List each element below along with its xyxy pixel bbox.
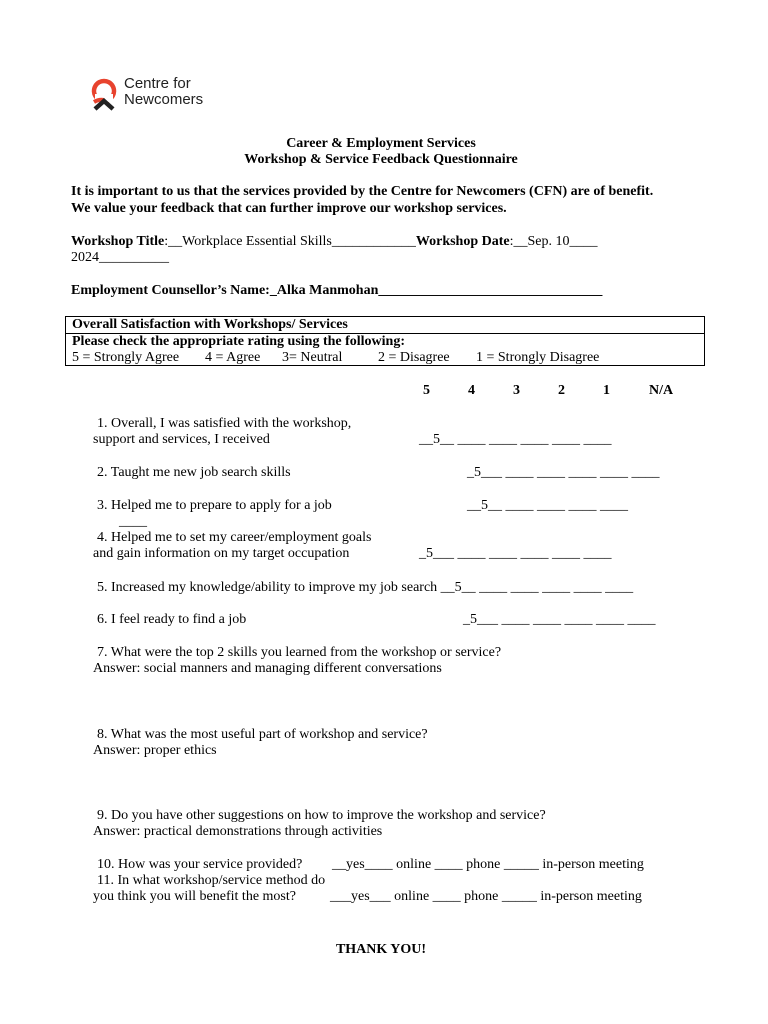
scale-1: 1 = Strongly Disagree (476, 350, 600, 365)
question-1-rating[interactable]: __5__ ____ ____ ____ ____ ____ (419, 432, 612, 447)
question-2-text: 2. Taught me new job search skills (97, 465, 291, 480)
question-11-text-cont: you think you will benefit the most? (93, 889, 296, 904)
column-2: 2 (558, 383, 565, 398)
question-7-text: 7. What were the top 2 skills you learned from the workshop or service? (97, 645, 502, 660)
rating-box-instruction: Please check the appropriate rating using the following: (72, 334, 406, 349)
scale-3: 3= Neutral (282, 350, 343, 365)
rating-box-heading: Overall Satisfaction with Workshops/ Services (72, 317, 348, 332)
cfn-logo-icon (90, 78, 118, 112)
question-2-rating[interactable]: _5___ ____ ____ ____ ____ ____ (467, 465, 660, 480)
question-11-text: 11. In what workshop/service method do (97, 873, 326, 888)
scale-4: 4 = Agree (205, 350, 261, 365)
column-4: 4 (468, 383, 475, 398)
question-5-text[interactable]: 5. Increased my knowledge/ability to improve my job search __5__ ____ ____ ____ ____ ____ (97, 580, 634, 595)
workshop-date-year[interactable]: 2024__________ (71, 250, 169, 265)
column-5: 5 (423, 383, 430, 398)
question-9-text: 9. Do you have other suggestions on how to improve the workshop and service? (97, 808, 546, 823)
logo-text: Centre for Newcomers (124, 75, 204, 108)
question-10-answer[interactable]: __yes____ online ____ phone _____ in-person meeting (332, 857, 644, 872)
question-4-text-cont: and gain information on my target occupation (93, 546, 350, 561)
question-1-text-cont: support and services, I received (93, 432, 270, 447)
question-7-answer[interactable]: Answer: social manners and managing different conversations (93, 661, 442, 676)
counsellor-name[interactable]: Employment Counsellor’s Name:_Alka Manmohan________________________________ (71, 283, 603, 298)
header-subtitle: Workshop & Service Feedback Questionnaire (244, 152, 518, 167)
workshop-title-row (71, 234, 598, 250)
intro-line-2: We value your feedback that can further improve our workshop services. (71, 201, 507, 216)
question-4-rating[interactable]: _5___ ____ ____ ____ ____ ____ (419, 546, 612, 561)
question-6-text: 6. I feel ready to find a job (97, 612, 247, 627)
question-11-answer[interactable]: ___yes___ online ____ phone _____ in-person meeting (330, 889, 642, 904)
question-3-rating[interactable]: __5__ ____ ____ ____ ____ (467, 498, 628, 513)
intro-line-1: It is important to us that the services provided by the Centre for Newcomers (CFN) are of benefit. (71, 184, 654, 199)
column-1: 1 (603, 383, 610, 398)
question-3-na-blank[interactable]: ____ (119, 514, 147, 529)
cfn-logo (90, 76, 230, 112)
workshop-title-label: Workshop Title (71, 234, 165, 249)
scale-5: 5 = Strongly Agree (72, 350, 180, 365)
workshop-date-value[interactable]: :__Sep. 10____ (509, 234, 598, 249)
workshop-title-value[interactable]: :__Workplace Essential Skills____________ (164, 234, 416, 249)
question-9-answer[interactable]: Answer: practical demonstrations through activities (93, 824, 383, 839)
thank-you: THANK YOU! (335, 942, 427, 957)
header-title: Career & Employment Services (286, 136, 476, 151)
question-4-text: 4. Helped me to set my career/employment goals (97, 530, 372, 545)
scale-2: 2 = Disagree (378, 350, 450, 365)
column-3: 3 (513, 383, 520, 398)
question-8-text: 8. What was the most useful part of workshop and service? (97, 727, 428, 742)
column-na: N/A (649, 383, 674, 398)
rating-scale-box (65, 316, 705, 366)
question-6-rating[interactable]: _5___ ____ ____ ____ ____ ____ (463, 612, 656, 627)
question-10-text: 10. How was your service provided? (97, 857, 303, 872)
workshop-date-label: Workshop Date (415, 234, 510, 249)
question-8-answer[interactable]: Answer: proper ethics (93, 743, 217, 758)
question-1-text: 1. Overall, I was satisfied with the workshop, (97, 416, 352, 431)
question-3-text: 3. Helped me to prepare to apply for a job (97, 498, 332, 513)
